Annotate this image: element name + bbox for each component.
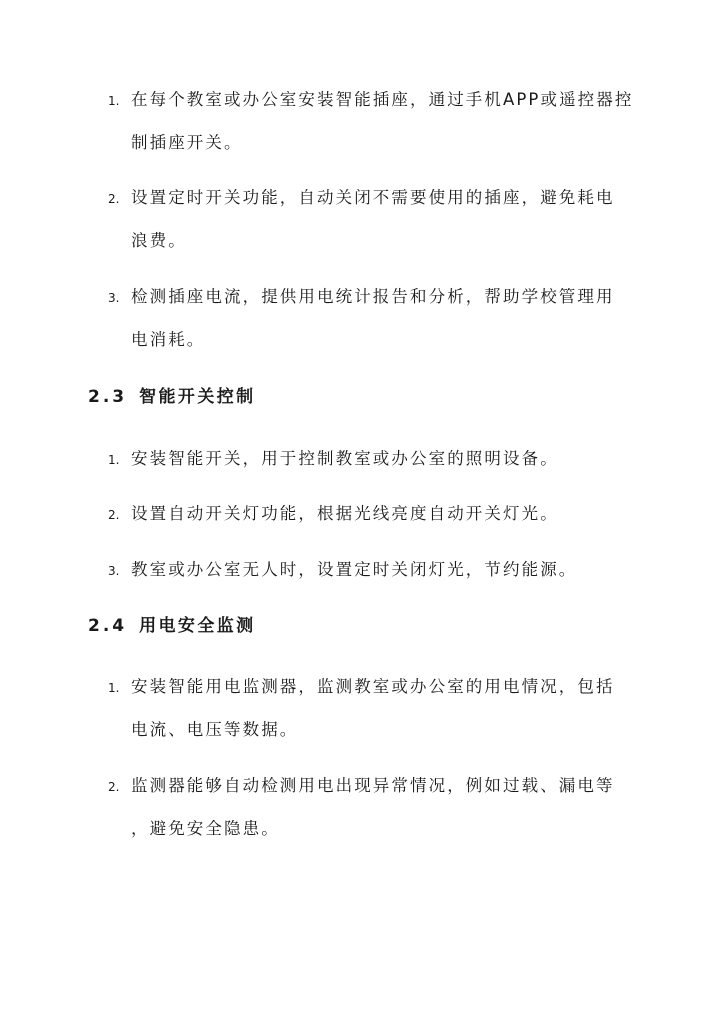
list-item-text: 电流、电压等数据。: [131, 720, 299, 739]
list-item-text: 电消耗。: [131, 330, 206, 349]
list-item-number: 1.: [108, 94, 120, 108]
list-item-number: 3.: [108, 564, 120, 578]
list-item-text: 安装智能用电监测器，监测教室或办公室的用电情况，包括: [131, 677, 615, 696]
section-heading-2-3: [88, 386, 256, 408]
section-number: 2.4: [88, 616, 128, 636]
list-item-text: 监测器能够自动检测用电出现异常情况，例如过载、漏电等: [131, 776, 615, 795]
section-title: 用电安全监测: [139, 616, 256, 636]
list-item-number: 2.: [108, 508, 120, 522]
section-number: 2.3: [88, 387, 128, 407]
section-heading-2-4: [88, 615, 256, 637]
list-item-number: 2.: [108, 780, 120, 794]
list-item-text: 设置自动开关灯功能，根据光线亮度自动开关灯光。: [131, 504, 559, 523]
list-item-number: 1.: [108, 453, 120, 467]
list-item-text: 设置定时开关功能，自动关闭不需要使用的插座，避免耗电: [131, 188, 615, 207]
list-item-text: ，避免安全隐患。: [131, 819, 280, 838]
list-item-number: 3.: [108, 291, 120, 305]
list-item-number: 2.: [108, 192, 120, 206]
list-item-text: 制插座开关。: [131, 133, 243, 152]
list-item-text: 检测插座电流，提供用电统计报告和分析，帮助学校管理用: [131, 287, 615, 306]
list-item-text: 浪费。: [131, 231, 187, 250]
list-item-text: 在每个教室或办公室安装智能插座，通过手机APP或遥控器控: [131, 90, 634, 109]
list-item-number: 1.: [108, 681, 120, 695]
list-item-text: 安装智能开关，用于控制教室或办公室的照明设备。: [131, 449, 559, 468]
section-title: 智能开关控制: [139, 387, 256, 407]
list-item-text: 教室或办公室无人时，设置定时关闭灯光，节约能源。: [131, 560, 578, 579]
